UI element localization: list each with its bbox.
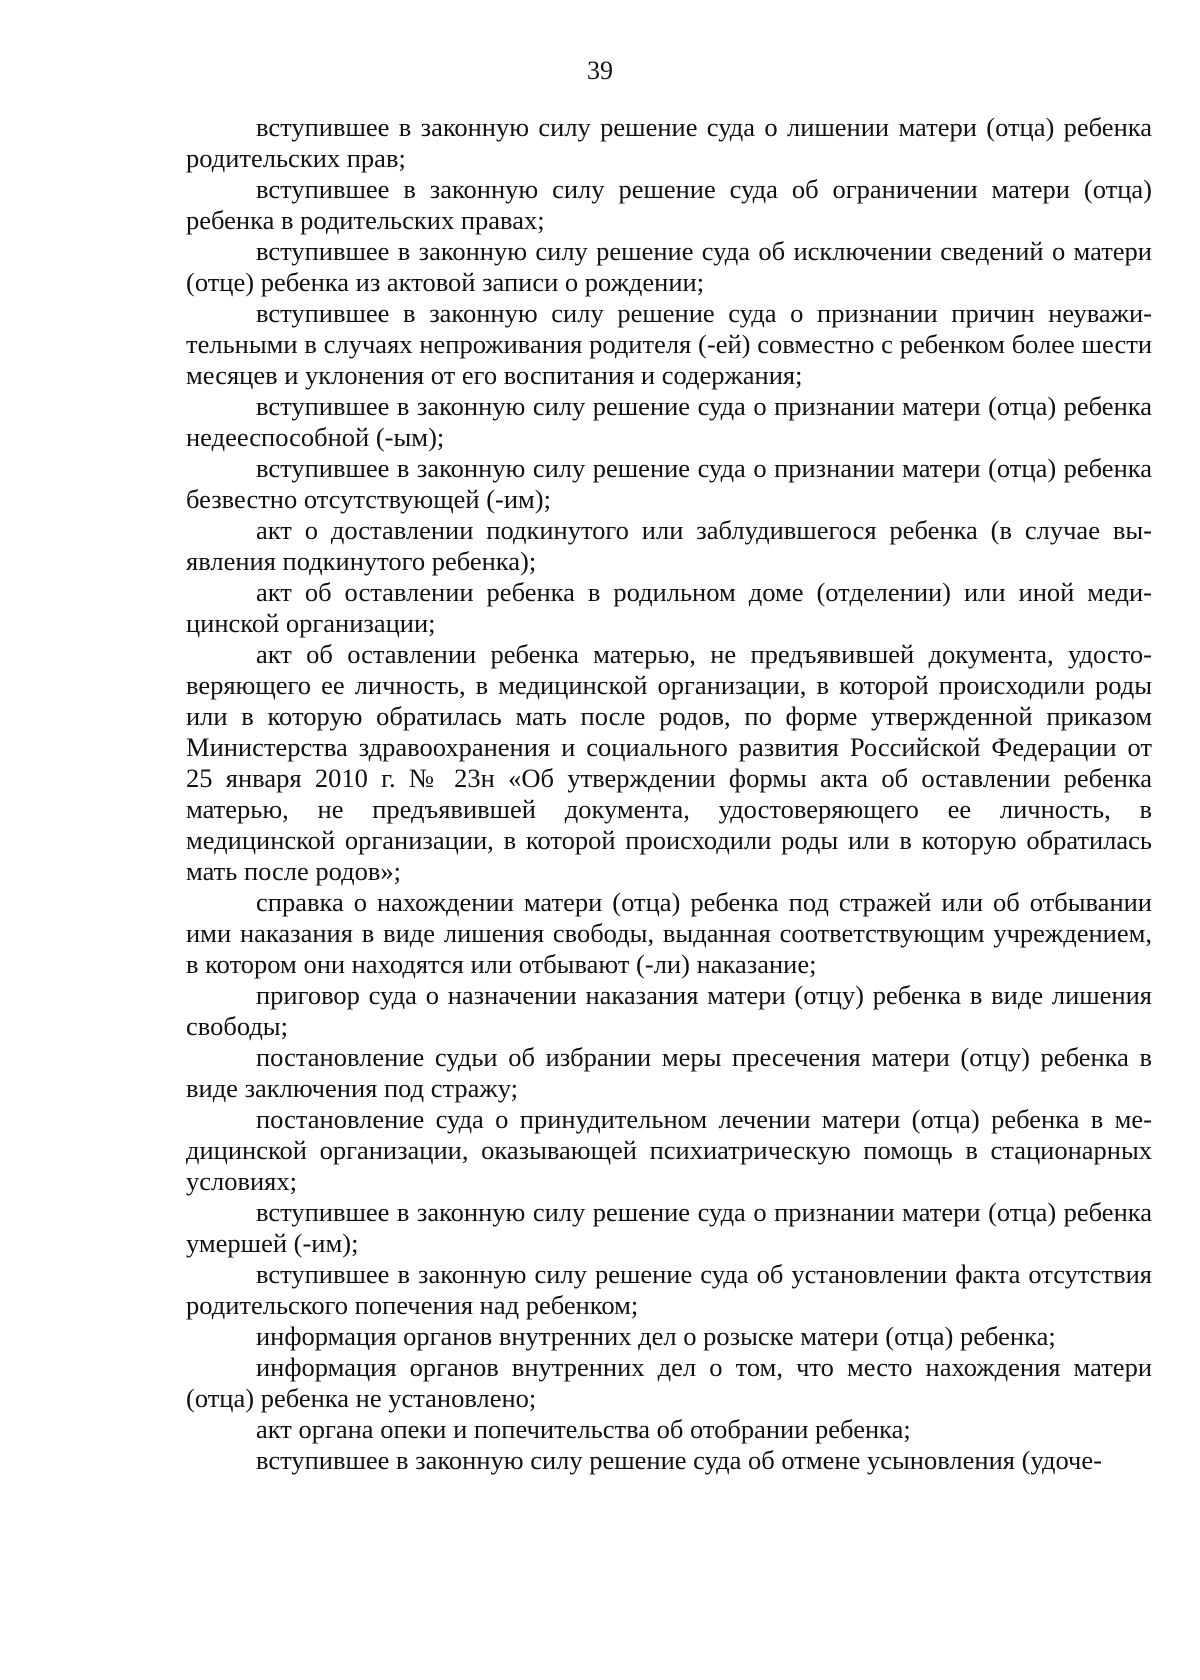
list-item: вступившее в законную силу решение суда о признании причин неуважительными в случаях непроживания родителя (-ей) совместно с ребенком более шести месяцев и уклонения от его воспитания и содержания; bbox=[186, 298, 1152, 390]
list-item: приговор суда о назначении наказания матери (отцу) ребенка в виде лишения свободы; bbox=[186, 980, 1152, 1041]
list-item: вступившее в законную силу решение суда о признании матери (отца) ребенка умершей (-им); bbox=[186, 1197, 1152, 1258]
list-item: акт об оставлении ребенка матерью, не предъявившей документа, удостоверяющего ее личность, в медицинской организации, в которой происходили роды или в которую обратилась мать после родов, по форме утвержденной приказом Министерства здравоохранения и социального развития Российской Федерации от 25 января 2010 г. № 23н «Об утверждении формы акта об оставлении ребенка матерью, не предъявившей документа, удостоверяющего ее личность, в медицинской организации, в которой происходили роды или в которую обратилась мать после родов»; bbox=[186, 639, 1152, 886]
list-item: информация органов внутренних дел о том, что место нахождения матери (отца) ребенка не установлено; bbox=[186, 1352, 1152, 1413]
list-item: акт о доставлении подкинутого или заблудившегося ребенка (в случае выявления подкинутого ребенка); bbox=[186, 515, 1152, 576]
list-item: вступившее в законную силу решение суда об установлении факта отсутствия родительского попечения над ребенком; bbox=[186, 1259, 1152, 1320]
list-item: справка о нахождении матери (отца) ребенка под стражей или об отбывании ими наказания в виде лишения свободы, выданная соответствующим учреждением, в котором они находятся или отбывают (-ли) наказание; bbox=[186, 887, 1152, 979]
list-item: вступившее в законную силу решение суда об ограничении матери (отца) ребенка в родительских правах; bbox=[186, 174, 1152, 235]
list-item: акт органа опеки и попечительства об отобрании ребенка; bbox=[256, 1414, 911, 1444]
list-item: постановление судьи об избрании меры пресечения матери (отцу) ребенка в виде заключения под стражу; bbox=[186, 1042, 1152, 1103]
document-body bbox=[186, 112, 1152, 1476]
page-number: 39 bbox=[587, 56, 613, 85]
list-item: вступившее в законную силу решение суда об отмене усыновления (удоче- bbox=[256, 1445, 1102, 1475]
list-item: вступившее в законную силу решение суда о признании матери (отца) ребенка безвестно отсутствующей (-им); bbox=[186, 453, 1152, 514]
list-item: акт об оставлении ребенка в родильном доме (отделении) или иной медицинской организации; bbox=[186, 577, 1152, 638]
list-item: постановление суда о принудительном лечении матери (отца) ребенка в медицинской организации, оказывающей психиатрическую помощь в стационарных условиях; bbox=[186, 1104, 1152, 1196]
list-item: информация органов внутренних дел о розыске матери (отца) ребенка; bbox=[256, 1321, 1056, 1351]
list-item: вступившее в законную силу решение суда о признании матери (отца) ребенка недееспособной (-ым); bbox=[186, 391, 1152, 452]
list-item: вступившее в законную силу решение суда об исключении сведений о матери (отце) ребенка из актовой записи о рождении; bbox=[186, 236, 1152, 297]
list-item: вступившее в законную силу решение суда о лишении матери (отца) ребенка родительских прав; bbox=[186, 112, 1152, 173]
